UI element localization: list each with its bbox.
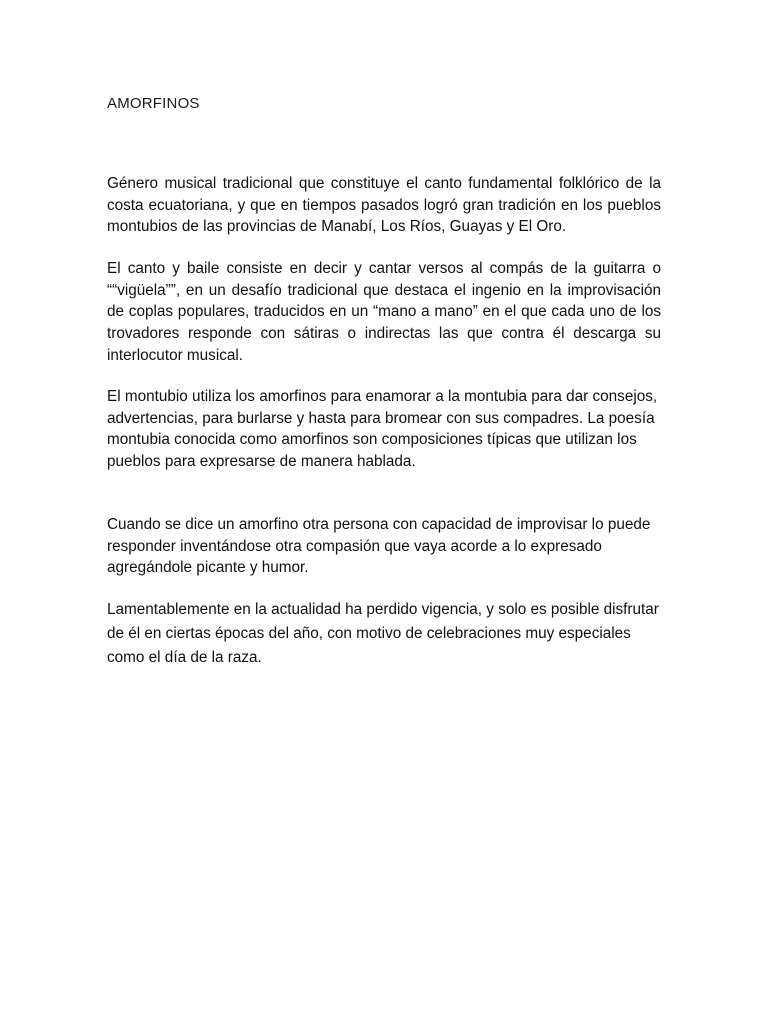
- document-title: AMORFINOS: [107, 95, 200, 112]
- paragraph-current-status: Lamentablemente en la actualidad ha perdido vigencia, y solo es posible disfrutar de él en ciertas épocas del año, con motivo de celebraciones muy especiales como el día de la raza.: [107, 601, 659, 666]
- paragraph-genre-definition: Género musical tradicional que constituye el canto fundamental folklórico de la costa ecuatoriana, y que en tiempos pasados logró gran tradición en los pueblos montubios de las provincias de Manabí, Los Ríos, Guayas y El Oro.: [107, 175, 661, 236]
- paragraph-song-and-dance: El canto y baile consiste en decir y cantar versos al compás de la guitarra o ““vigüela””, en un desafío tradicional que destaca el ingenio en la improvisación de coplas populares, traducidos en un “mano a mano” en el que cada uno de los trovadores responde con sátiras o indirectas las que contra él descarga su interlocutor musical.: [107, 260, 661, 364]
- paragraph-improvised-response: Cuando se dice un amorfino otra persona con capacidad de improvisar lo puede responder inventándose otra compasión que vaya acorde a lo expresado agregándole picante y humor.: [107, 516, 651, 577]
- paragraph-montubio-usage: El montubio utiliza los amorfinos para enamorar a la montubia para dar consejos, advertencias, para burlarse y hasta para bromear con sus compadres. La poesía montubia conocida como amorfinos son composiciones típicas que utilizan los pueblos para expresarse de manera hablada.: [107, 388, 658, 471]
